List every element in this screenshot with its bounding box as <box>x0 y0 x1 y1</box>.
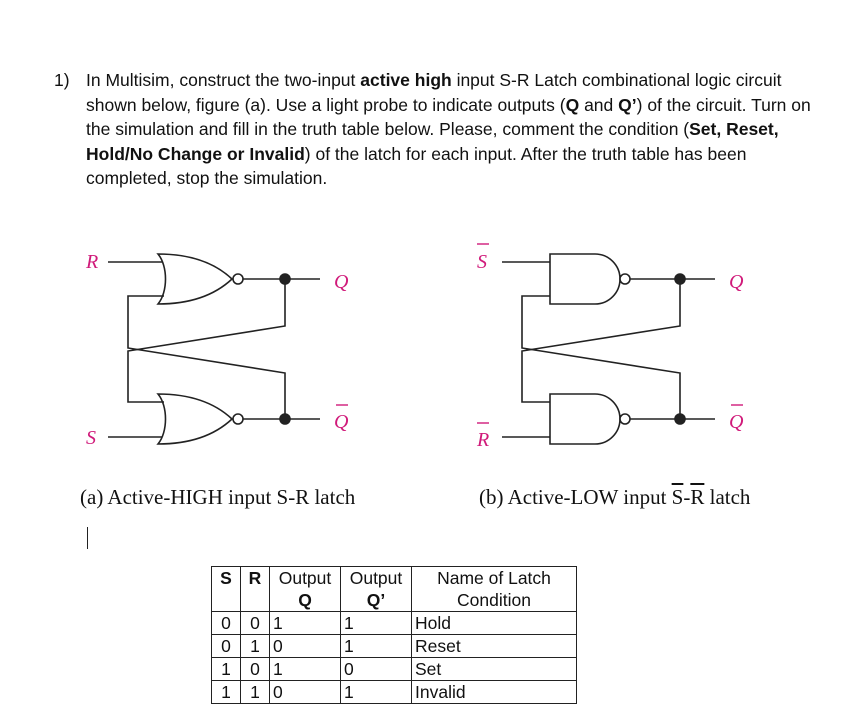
table-row <box>212 681 577 704</box>
cell-s: 0 <box>212 612 241 635</box>
figure-b-caption <box>479 485 750 510</box>
table-row <box>212 635 577 658</box>
cell-qprime: 0 <box>341 658 412 681</box>
header-condition-label: Name of Latch <box>437 568 551 588</box>
nor-bubble-bottom <box>233 414 243 424</box>
header-r: R <box>241 567 270 612</box>
question-text-part: ) of the circuit. Turn on the simulation and fill in the truth table below. Please, comment the condition ( <box>86 94 811 139</box>
question-text-part: input S-R Latch combinational logic circuit shown below, figure (a). Use a light probe to indicate outputs ( <box>86 70 782 115</box>
cell-s: 1 <box>212 681 241 704</box>
cell-q: 1 <box>270 612 341 635</box>
header-output-q <box>270 567 341 612</box>
caption-text: latch <box>704 485 751 509</box>
header-s: S <box>212 567 241 612</box>
question-bold-active-high: active high <box>360 70 452 90</box>
feedback-wire-q <box>128 279 285 402</box>
nor-latch-diagram <box>108 254 320 444</box>
nor-gate-top <box>158 254 232 304</box>
cell-condition: Invalid <box>412 681 577 704</box>
cell-r: 0 <box>241 612 270 635</box>
caption-rbar: $\overline{R}$ <box>690 485 705 509</box>
label-qbar: Q <box>729 411 744 433</box>
question-text-part: In Multisim, construct the two-input <box>86 70 361 90</box>
cell-q: 0 <box>270 681 341 704</box>
header-output-label: Output <box>349 568 403 588</box>
label-rbar: R <box>477 429 490 451</box>
junction-dot <box>280 274 290 284</box>
cell-condition: Reset <box>412 635 577 658</box>
nand-gate-bottom <box>550 394 620 444</box>
caption-text: (b) Active-LOW input <box>479 485 672 509</box>
caption-dash: - <box>683 485 691 509</box>
label-sbar: S <box>477 251 487 273</box>
cell-q: 1 <box>270 658 341 681</box>
nand-bubble-top <box>620 274 630 284</box>
label-q: Q <box>334 271 349 293</box>
nor-gate-bottom <box>158 394 232 444</box>
cell-r: 1 <box>241 635 270 658</box>
question-text-part: and <box>579 94 619 115</box>
question-text <box>86 68 814 191</box>
cell-s: 0 <box>212 635 241 658</box>
junction-dot <box>675 274 685 284</box>
header-output-qprime <box>341 567 412 612</box>
label-r: R <box>86 251 99 273</box>
question-bold-q-prime: Q’ <box>618 94 637 115</box>
cell-s: 1 <box>212 658 241 681</box>
question-number: 1) <box>54 70 70 90</box>
label-s: S <box>86 427 96 449</box>
cell-r: 1 <box>241 681 270 704</box>
cell-qprime: 1 <box>341 681 412 704</box>
question-bold-q: Q <box>565 94 580 115</box>
junction-dot <box>280 414 290 424</box>
question-bold-conditions: Set, Reset, Hold/No Change or Invalid <box>86 119 779 164</box>
cell-condition: Hold <box>412 612 577 635</box>
header-qprime-label: Q’ <box>366 590 386 610</box>
question-text-part: ) of the latch for each input. After the truth table has been completed, stop the simulation. <box>86 143 747 188</box>
header-output-label: Output <box>278 568 332 588</box>
feedback-wire-qbar <box>128 296 285 419</box>
cell-qprime: 1 <box>341 635 412 658</box>
cell-r: 0 <box>241 658 270 681</box>
label-qbar: Q <box>334 411 349 433</box>
header-condition-sub: Condition <box>457 590 531 610</box>
label-q: Q <box>729 271 744 293</box>
table-row <box>212 612 577 635</box>
header-condition <box>412 567 577 612</box>
cell-qprime: 1 <box>341 612 412 635</box>
cell-condition: Set <box>412 658 577 681</box>
cell-q: 0 <box>270 635 341 658</box>
nand-gate-top <box>550 254 620 304</box>
nor-bubble-top <box>233 274 243 284</box>
table-header-row <box>212 567 577 612</box>
text-cursor <box>87 527 88 549</box>
table-row <box>212 658 577 681</box>
nand-bubble-bottom <box>620 414 630 424</box>
header-q-label: Q <box>298 590 312 610</box>
nand-latch-diagram <box>502 254 715 444</box>
junction-dot <box>675 414 685 424</box>
latch-circuits-figure <box>0 230 856 480</box>
truth-table <box>211 566 577 704</box>
figure-a-caption: (a) Active-HIGH input S-R latch <box>80 485 356 509</box>
caption-sbar: $\overline{S}$ <box>671 485 684 509</box>
